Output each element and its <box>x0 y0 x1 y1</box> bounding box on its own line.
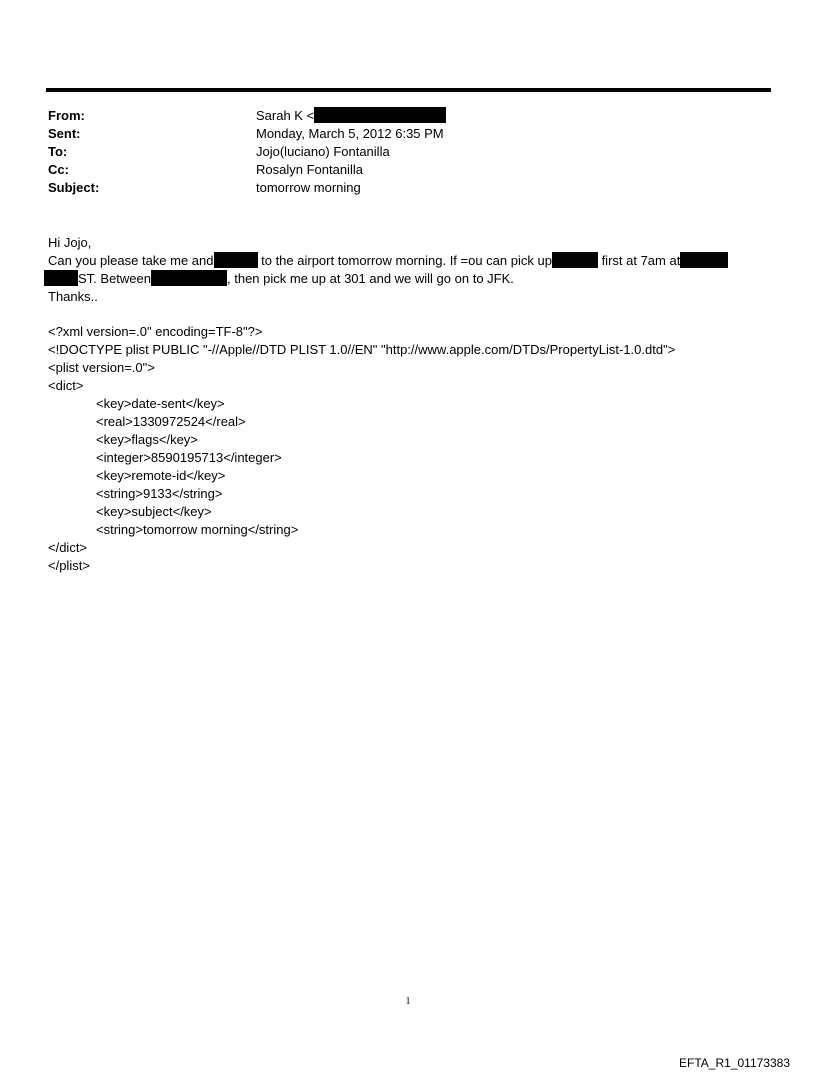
body-line-1 <box>48 252 778 270</box>
sent-value: Monday, March 5, 2012 6:35 PM <box>256 126 444 141</box>
from-label: From: <box>48 108 85 123</box>
greeting: Hi Jojo, <box>48 235 92 250</box>
body-line-2 <box>44 270 778 288</box>
body-text: Can you please take me and <box>48 253 214 268</box>
sent-label: Sent: <box>48 126 81 141</box>
cc-value: Rosalyn Fontanilla <box>256 162 363 177</box>
subject-label: Subject: <box>48 180 100 195</box>
email-body <box>48 234 778 306</box>
cc-label: Cc: <box>48 162 69 177</box>
redaction <box>214 252 258 268</box>
xml-line: <?xml version=.0" encoding=TF-8"?> <box>48 324 263 339</box>
xml-line: <!DOCTYPE plist PUBLIC "-//Apple//DTD PLIST 1.0//EN" "http://www.apple.com/DTDs/PropertyList-1.0.dtd"> <box>48 342 676 357</box>
body-text: , then pick me up at 301 and we will go on to JFK. <box>227 271 514 286</box>
xml-plist-block <box>48 323 675 575</box>
xml-line: <key>remote-id</key> <box>96 468 226 483</box>
xml-line: </plist> <box>48 558 90 573</box>
xml-line: <key>subject</key> <box>96 504 212 519</box>
xml-line: <key>date-sent</key> <box>96 396 225 411</box>
redaction <box>680 252 728 268</box>
redaction <box>552 252 598 268</box>
closing: Thanks.. <box>48 289 98 304</box>
redaction <box>44 270 78 286</box>
to-label: To: <box>48 144 68 159</box>
header-rule <box>46 88 771 92</box>
xml-line: <real>1330972524</real> <box>96 414 246 429</box>
xml-line: <plist version=.0"> <box>48 360 155 375</box>
xml-line: <integer>8590195713</integer> <box>96 450 282 465</box>
from-name: Sarah K < <box>256 108 315 123</box>
body-text: ST. Between <box>78 271 151 286</box>
xml-line: <string>tomorrow morning</string> <box>96 522 299 537</box>
redaction <box>151 270 227 286</box>
to-value: Jojo(luciano) Fontanilla <box>256 144 390 159</box>
from-value <box>256 107 446 125</box>
xml-line: <dict> <box>48 378 84 393</box>
body-text: to the airport tomorrow morning. If =ou can pick up <box>257 253 552 268</box>
bates-stamp: EFTA_R1_01173383 <box>679 1056 790 1070</box>
xml-line: <string>9133</string> <box>96 486 223 501</box>
page-number: 1 <box>405 996 411 1007</box>
redaction <box>314 107 446 123</box>
subject-value: tomorrow morning <box>256 180 361 195</box>
xml-line: </dict> <box>48 540 88 555</box>
xml-line: <key>flags</key> <box>96 432 198 447</box>
body-text: first at 7am at <box>597 253 681 268</box>
